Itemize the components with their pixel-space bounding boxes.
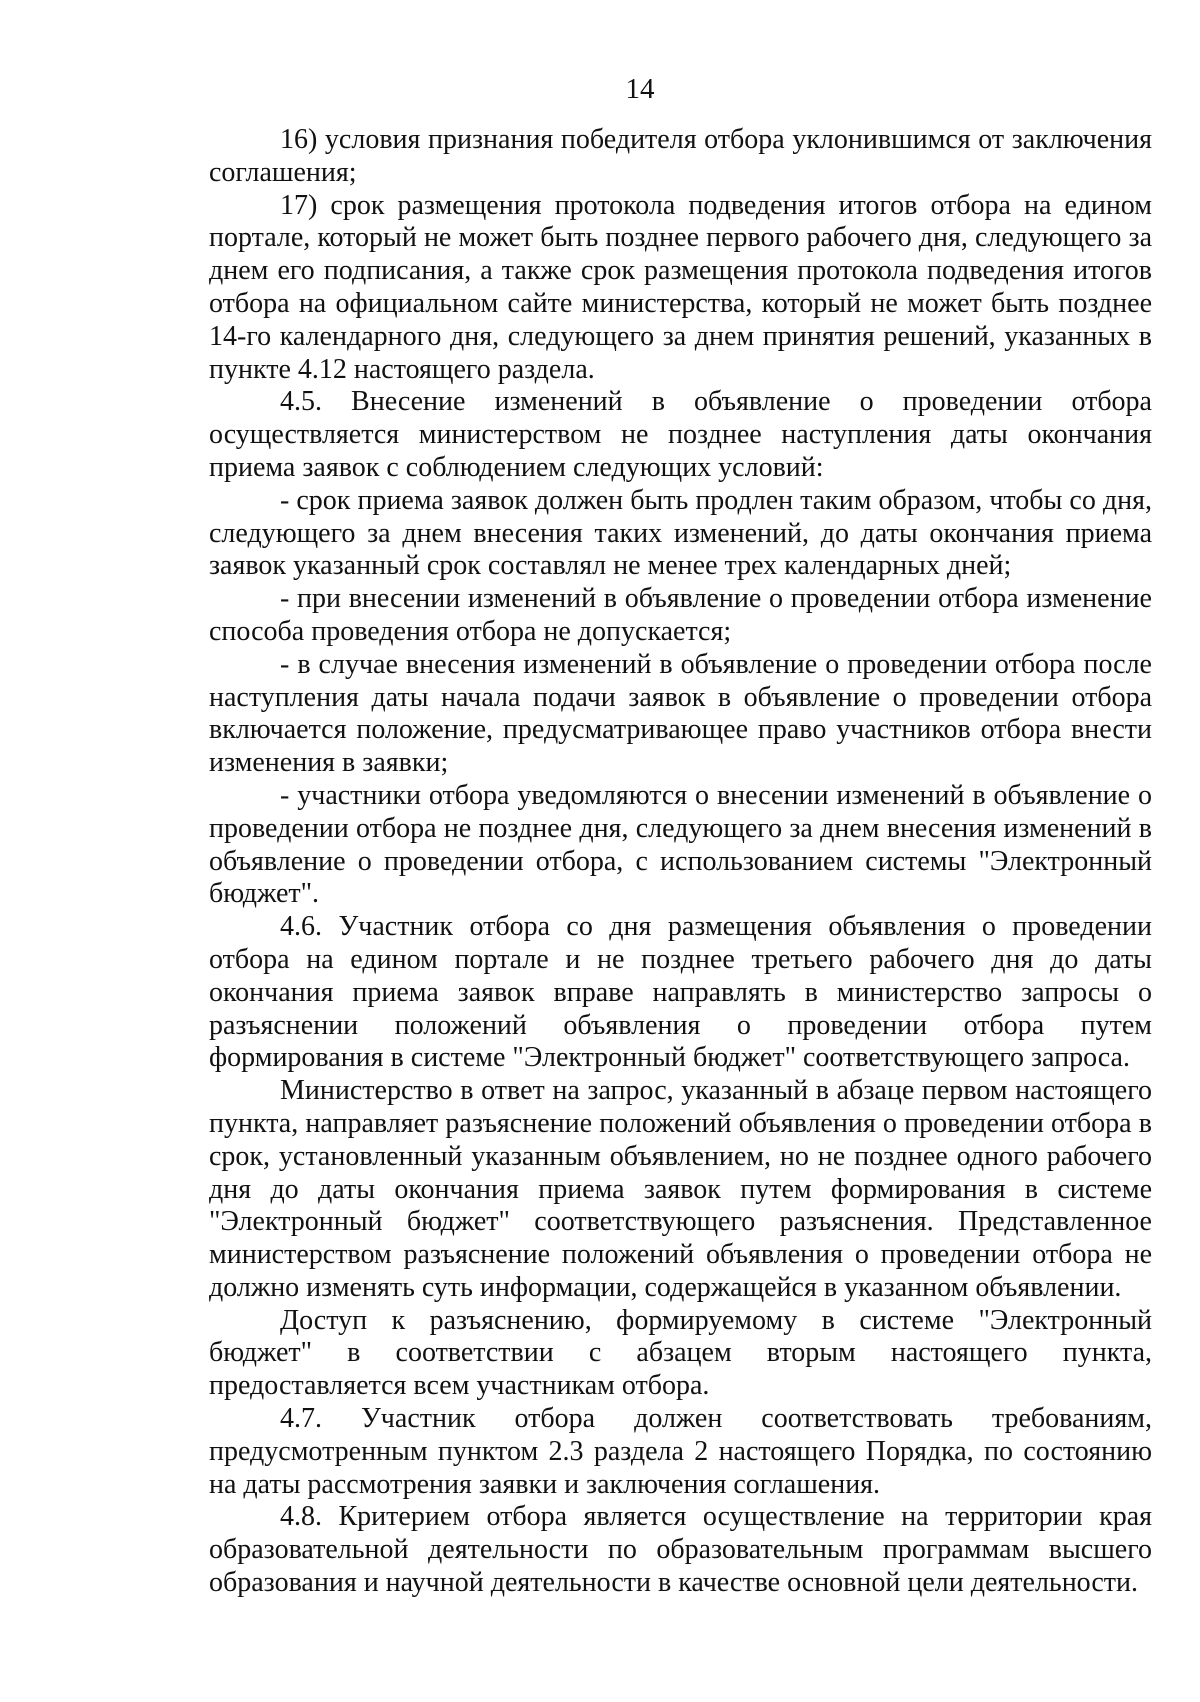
paragraph-access-clarification: Доступ к разъяснению, формируемому в системе "Электронный бюджет" в соответствии с абзацем вторым настоящего пункта, предоставляется всем участникам отбора. bbox=[209, 1304, 1152, 1402]
document-body bbox=[209, 124, 1152, 1600]
paragraph-ministry-response: Министерство в ответ на запрос, указанный в абзаце первом настоящего пункта, направляет разъяснение положений объявления о проведении отбора в срок, установленный указанным объявлением, но не позднее одного рабочего дня до даты окончания приема заявок путем формирования в системе "Электронный бюджет" соответствующего разъяснения. Представленное министерством разъяснение положений объявления о проведении отбора не должно изменять суть информации, содержащейся в указанном объявлении. bbox=[209, 1075, 1152, 1303]
paragraph-4-5: 4.5. Внесение изменений в объявление о проведении отбора осуществляется министерством не позднее наступления даты окончания приема заявок с соблюдением следующих условий: bbox=[209, 386, 1152, 483]
page-number: 14 bbox=[625, 73, 655, 105]
paragraph-17: 17) срок размещения протокола подведения итогов отбора на едином портале, который не может быть позднее первого рабочего дня, следующего за днем его подписания, а также срок размещения протокола подведения итогов отбора на официальном сайте министерства, который не может быть позднее 14-го календарного дня, следующего за днем принятия решений, указанных в пункте 4.12 настоящего раздела. bbox=[209, 189, 1152, 385]
paragraph-4-6: 4.6. Участник отбора со дня размещения объявления о проведении отбора на едином портале и не позднее третьего рабочего дня до даты окончания приема заявок вправе направлять в министерство запросы о разъяснении положений объявления о проведении отбора путем формирования в системе "Электронный бюджет" соответствующего запроса. bbox=[209, 911, 1152, 1074]
list-item-participant-notice: - участники отбора уведомляются о внесении изменений в объявление о проведении отбора не позднее дня, следующего за днем внесения изменений в объявление о проведении отбора, с использованием системы "Электронный бюджет". bbox=[209, 779, 1152, 910]
paragraph-16: 16) условия признания победителя отбора уклонившимся от заключения соглашения; bbox=[209, 124, 1152, 188]
list-item-term-extension: - срок приема заявок должен быть продлен таким образом, чтобы со дня, следующего за днем внесения таких изменений, до даты окончания приема заявок указанный срок составлял не менее трех календарных дней; bbox=[209, 484, 1152, 582]
paragraph-4-7: 4.7. Участник отбора должен соответствовать требованиям, предусмотренным пунктом 2.3 раздела 2 настоящего Порядка, по состоянию на даты рассмотрения заявки и заключения соглашения. bbox=[209, 1403, 1152, 1500]
list-item-amend-applications: - в случае внесения изменений в объявление о проведении отбора после наступления даты начала подачи заявок в объявление о проведении отбора включается положение, предусматривающее право участников отбора внести изменения в заявки; bbox=[209, 648, 1152, 779]
paragraph-4-8: 4.8. Критерием отбора является осуществление на территории края образовательной деятельности по образовательным программам высшего образования и научной деятельности в качестве основной цели деятельности. bbox=[209, 1501, 1152, 1599]
list-item-method-change: - при внесении изменений в объявление о проведении отбора изменение способа проведения отбора не допускается; bbox=[209, 583, 1152, 647]
